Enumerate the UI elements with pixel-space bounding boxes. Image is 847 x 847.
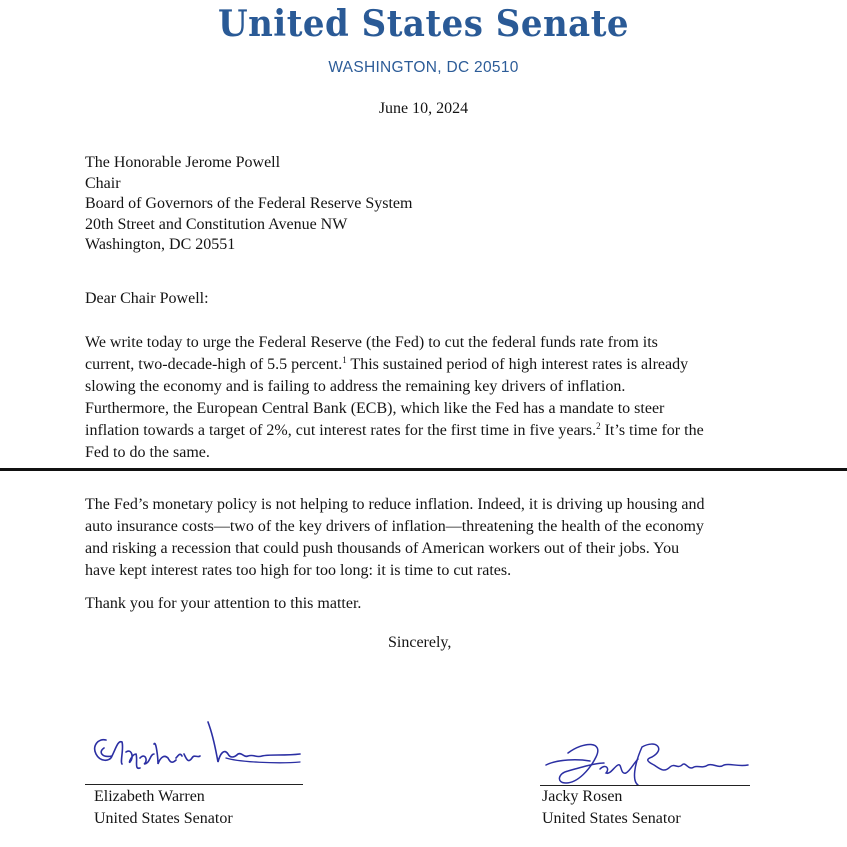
paragraph-1-line: We write today to urge the Federal Reserve (the Fed) to cut the federal funds rate from its	[85, 334, 658, 351]
paragraph-3: Thank you for your attention to this matter.	[85, 595, 362, 612]
recipient-organization: Board of Governors of the Federal Reserve System	[85, 195, 413, 212]
letter-date: June 10, 2024	[378, 100, 469, 117]
signatory-title: United States Senator	[542, 810, 681, 827]
warren-signature-line	[85, 784, 303, 785]
warren-signature-block	[94, 786, 233, 830]
paragraph-2-line: and risking a recession that could push thousands of American workers out of their jobs. You	[85, 540, 680, 557]
paragraph-1-line	[85, 354, 775, 376]
salutation: Dear Chair Powell:	[85, 290, 209, 307]
paragraph-1-line	[85, 420, 775, 442]
rosen-signature-block	[542, 786, 681, 830]
paragraph-1-line: Fed to do the same.	[85, 444, 210, 461]
warren-signature-image	[88, 718, 303, 778]
paragraph-2-line: The Fed’s monetary policy is not helping to reduce inflation. Indeed, it is driving up housing and	[85, 496, 705, 513]
paragraph-1-line: slowing the economy and is failing to address the remaining key drivers of inflation.	[85, 378, 626, 395]
footnote-marker: 2	[596, 421, 601, 431]
recipient-street: 20th Street and Constitution Avenue NW	[85, 215, 348, 233]
letterhead-location: WASHINGTON, DC 20510	[328, 59, 519, 76]
signatory-name: Elizabeth Warren	[94, 788, 205, 805]
text-run: It’s time for the	[600, 422, 704, 439]
text-run: inflation towards a target of 2%, cut interest rates for the first time in five years.	[85, 422, 597, 439]
closing: Sincerely,	[388, 634, 452, 651]
recipient-city: Washington, DC 20551	[85, 236, 236, 253]
paragraph-1	[85, 332, 775, 464]
text-run: This sustained period of high interest rates is already	[346, 356, 689, 373]
letterhead-title: United States Senate	[217, 2, 630, 46]
footnote-marker: 1	[342, 355, 347, 365]
divider-rule	[0, 468, 847, 471]
recipient-address	[85, 153, 412, 256]
text-run: current, two-decade-high of 5.5 percent.	[85, 356, 343, 373]
signatory-name: Jacky Rosen	[542, 788, 623, 805]
paragraph-2-line: have kept interest rates too high for too long: it is time to cut rates.	[85, 562, 512, 579]
paragraph-2-line: auto insurance costs—two of the key drivers of inflation—threatening the health of the economy	[85, 518, 704, 535]
paragraph-2	[85, 494, 775, 582]
recipient-name: The Honorable Jerome Powell	[85, 154, 281, 171]
paragraph-1-line: Furthermore, the European Central Bank (ECB), which like the Fed has a mandate to steer	[85, 400, 665, 417]
recipient-position: Chair	[85, 174, 121, 192]
signatory-title: United States Senator	[94, 810, 233, 827]
